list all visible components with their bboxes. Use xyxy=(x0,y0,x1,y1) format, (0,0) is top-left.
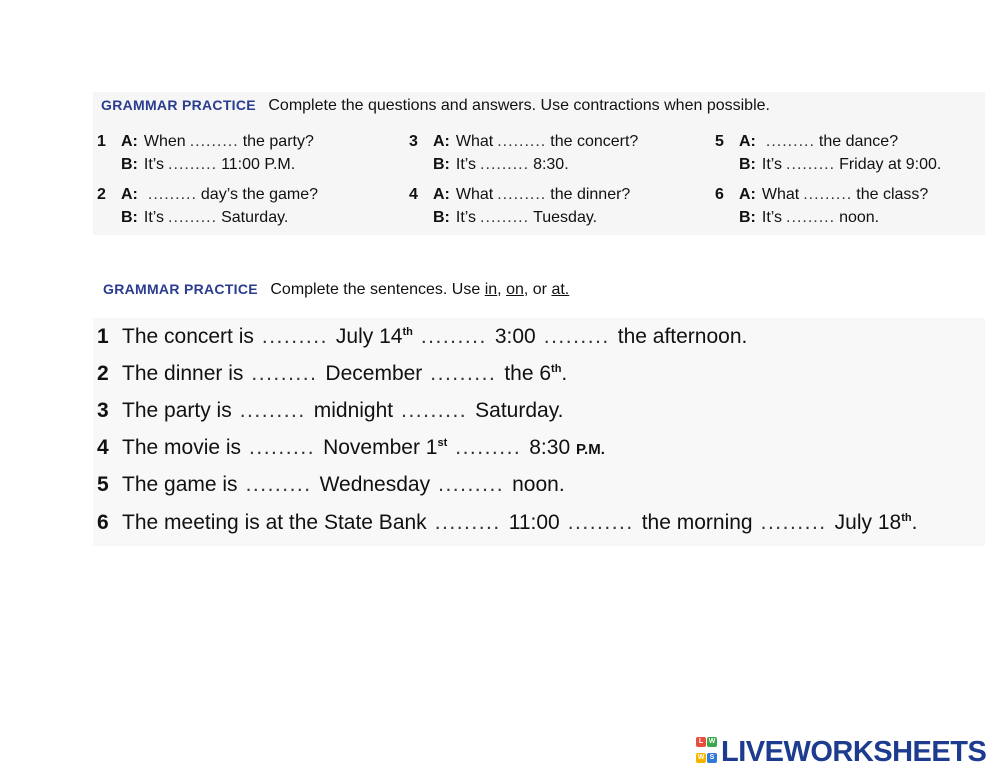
sentence-number: 3 xyxy=(97,399,109,422)
sentence-2 xyxy=(97,362,567,386)
logo-tile: S xyxy=(707,753,717,763)
sentence-text: midnight xyxy=(313,399,394,422)
ordinal-suffix: th xyxy=(551,363,562,375)
b-text: Saturday. xyxy=(221,209,289,226)
b-text: It’s xyxy=(761,156,783,173)
ordinal-suffix: st xyxy=(437,437,448,449)
blank[interactable]: ......... xyxy=(420,325,487,348)
sentence-number: 5 xyxy=(97,473,109,496)
sentence-text: the morning xyxy=(641,511,753,534)
b-text: It’s xyxy=(455,156,477,173)
question-number: 5 xyxy=(715,133,724,150)
a-label: A: xyxy=(121,186,138,203)
blank[interactable]: ......... xyxy=(401,399,468,422)
blank[interactable]: ......... xyxy=(760,511,827,534)
b-text: Friday at 9:00. xyxy=(839,156,942,173)
question-number: 1 xyxy=(97,133,106,150)
exercise-1-instructions: Complete the questions and answers. Use contractions when possible. xyxy=(268,97,770,114)
sentence-text: The concert is xyxy=(122,325,254,348)
b-text: It’s xyxy=(143,156,165,173)
logo-tiles-icon xyxy=(696,737,717,768)
logo-tile: L xyxy=(696,737,706,747)
a-label: A: xyxy=(433,133,450,150)
blank[interactable]: ......... xyxy=(455,436,522,459)
blank[interactable]: ......... xyxy=(434,511,501,534)
sentence-text: December xyxy=(325,362,423,385)
question-number: 4 xyxy=(409,186,418,203)
sentence-text: The game is xyxy=(122,473,238,496)
b-label: B: xyxy=(433,156,450,173)
sentence-text: 11:00 xyxy=(508,511,560,534)
blank[interactable]: ......... xyxy=(147,186,197,203)
sentence-text: . xyxy=(911,511,918,534)
sentence-number: 4 xyxy=(97,436,109,459)
sentence-text: Wednesday xyxy=(319,473,431,496)
sentence-text: The movie is xyxy=(122,436,242,459)
blank[interactable]: ......... xyxy=(765,133,815,150)
sentence-text: The meeting is at the State Bank xyxy=(122,511,427,534)
sentence-4 xyxy=(97,436,605,460)
ordinal-suffix: th xyxy=(402,326,413,338)
a-text: What xyxy=(455,133,494,150)
blank[interactable]: ......... xyxy=(803,186,853,203)
blank[interactable]: ......... xyxy=(168,209,218,226)
sentence-text: The dinner is xyxy=(122,362,244,385)
a-text: What xyxy=(455,186,494,203)
instr-in: in xyxy=(484,281,498,298)
a-label: A: xyxy=(739,133,756,150)
instr-comma: , xyxy=(497,281,502,298)
blank[interactable]: ......... xyxy=(497,186,547,203)
logo-text: LIVEWORKSHEETS xyxy=(721,735,987,768)
b-text: 11:00 P.M. xyxy=(221,156,296,173)
blank[interactable]: ......... xyxy=(438,473,505,496)
blank[interactable]: ......... xyxy=(168,156,218,173)
ordinal-suffix: th xyxy=(901,512,912,524)
b-label: B: xyxy=(433,209,450,226)
sentence-text: the afternoon. xyxy=(617,325,748,348)
blank[interactable]: ......... xyxy=(786,156,836,173)
b-label: B: xyxy=(121,209,138,226)
blank[interactable]: ......... xyxy=(543,325,610,348)
sentence-6 xyxy=(97,511,917,535)
instr-on: on xyxy=(506,281,524,298)
logo-tile: W xyxy=(708,737,716,745)
sentence-3 xyxy=(97,399,563,423)
time-suffix: P.M. xyxy=(575,441,605,458)
sentence-text: the 6 xyxy=(504,362,552,385)
blank[interactable]: ......... xyxy=(480,156,530,173)
blank[interactable]: ......... xyxy=(189,133,239,150)
logo-tile: W xyxy=(697,753,705,761)
instr-at: at. xyxy=(551,281,570,298)
a-text: the class? xyxy=(856,186,929,203)
exercise-2-instructions xyxy=(270,281,569,298)
a-label: A: xyxy=(433,186,450,203)
b-text: 8:30. xyxy=(533,156,569,173)
blank[interactable]: ......... xyxy=(567,511,634,534)
sentence-text: 3:00 xyxy=(494,325,536,348)
question-number: 6 xyxy=(715,186,724,203)
instr-or: , or xyxy=(523,281,547,298)
blank[interactable]: ......... xyxy=(497,133,547,150)
b-label: B: xyxy=(121,156,138,173)
exercise-2-heading xyxy=(103,281,569,299)
blank[interactable]: ......... xyxy=(245,473,312,496)
a-text: the concert? xyxy=(550,133,639,150)
sentence-5 xyxy=(97,473,565,497)
sentence-1 xyxy=(97,325,747,349)
b-text: It’s xyxy=(455,209,477,226)
liveworksheets-logo[interactable] xyxy=(696,736,986,768)
b-text: noon. xyxy=(839,209,880,226)
sentence-text: July 14 xyxy=(335,325,403,348)
b-label: B: xyxy=(739,209,756,226)
b-text: It’s xyxy=(143,209,165,226)
exercise-1-label: GRAMMAR PRACTICE xyxy=(101,97,256,113)
instr-text: Complete the sentences. Use xyxy=(270,281,481,298)
blank[interactable]: ......... xyxy=(786,209,836,226)
question-number: 3 xyxy=(409,133,418,150)
exercise-2-label: GRAMMAR PRACTICE xyxy=(103,281,258,297)
a-text: the party? xyxy=(242,133,314,150)
blank[interactable]: ......... xyxy=(239,399,306,422)
blank[interactable]: ......... xyxy=(249,436,316,459)
sentence-number: 2 xyxy=(97,362,109,385)
sentence-number: 1 xyxy=(97,325,109,348)
sentence-text: . xyxy=(561,362,568,385)
b-text: Tuesday. xyxy=(533,209,598,226)
blank[interactable]: ......... xyxy=(480,209,530,226)
a-text: the dance? xyxy=(818,133,899,150)
b-text: It’s xyxy=(761,209,783,226)
blank[interactable]: ......... xyxy=(261,325,328,348)
sentence-text: November 1 xyxy=(323,436,438,459)
sentence-text: The party is xyxy=(122,399,232,422)
a-label: A: xyxy=(739,186,756,203)
question-number: 2 xyxy=(97,186,106,203)
a-text: day’s the game? xyxy=(200,186,319,203)
a-text: When xyxy=(143,133,186,150)
blank[interactable]: ......... xyxy=(251,362,318,385)
blank[interactable]: ......... xyxy=(430,362,497,385)
sentence-text: 8:30 xyxy=(529,436,571,459)
sentence-number: 6 xyxy=(97,511,109,534)
a-text: What xyxy=(761,186,800,203)
sentence-text: noon. xyxy=(512,473,565,496)
sentence-text: Saturday. xyxy=(475,399,564,422)
a-label: A: xyxy=(121,133,138,150)
a-text: the dinner? xyxy=(550,186,631,203)
sentence-text: July 18 xyxy=(834,511,902,534)
exercise-1-heading xyxy=(101,97,770,115)
b-label: B: xyxy=(739,156,756,173)
